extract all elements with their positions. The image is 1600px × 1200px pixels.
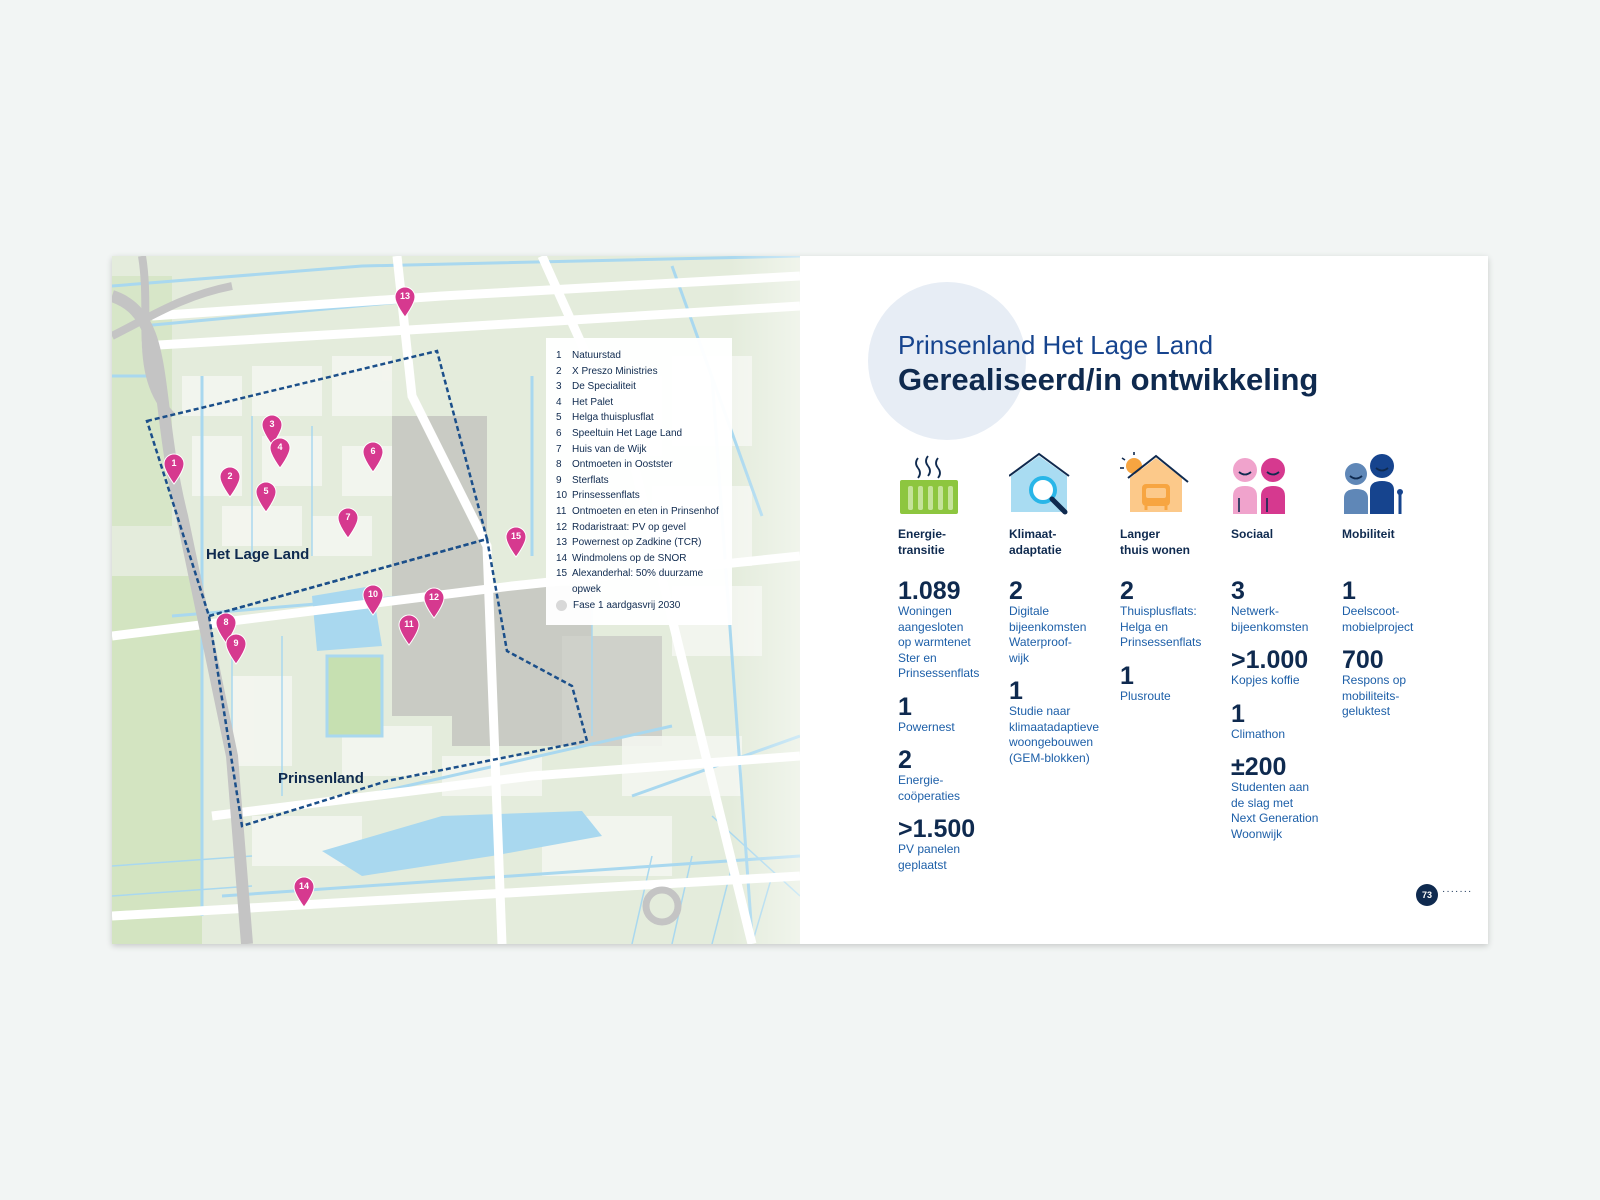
people-social-icon <box>1231 452 1337 518</box>
map-pin-label: 1 <box>171 458 177 468</box>
category-label <box>898 526 1004 578</box>
brochure-spread <box>112 256 1488 944</box>
stat-label: Studie naar klimaatadaptieve woongebouwen (GEM-blokken) <box>1009 704 1100 765</box>
map-pin-13[interactable] <box>394 286 416 318</box>
column-mobiliteit <box>1342 452 1448 732</box>
legend-label: Helga thuisplusflat <box>572 412 654 424</box>
legend-number: 3 <box>556 381 562 393</box>
legend-item <box>556 473 724 489</box>
legend-number: 11 <box>556 505 567 517</box>
stat-block <box>1120 578 1226 651</box>
category-label <box>1231 526 1337 578</box>
legend-label: Huis van de Wijk <box>572 443 647 455</box>
map-pin-label: 7 <box>345 512 351 522</box>
legend-number: 12 <box>556 521 568 533</box>
legend-label: Ontmoeten en eten in Prinsenhof <box>572 505 719 517</box>
map-pin-9[interactable] <box>225 633 247 665</box>
stat-label: PV panelen geplaatst <box>898 842 961 872</box>
category-line: transitie <box>898 543 945 557</box>
stat-block <box>898 747 1004 804</box>
map-pin-14[interactable] <box>293 876 315 908</box>
map-pin-label: 12 <box>428 592 439 602</box>
legend-item <box>556 364 724 380</box>
radiator-icon <box>898 452 1004 518</box>
column-sociaal <box>1231 452 1337 854</box>
stat-number: 1 <box>1342 577 1356 605</box>
map-pin-7[interactable] <box>337 507 359 539</box>
map-pin-10[interactable] <box>362 584 384 616</box>
legend-number: 13 <box>556 537 568 549</box>
stat-number: 1 <box>1009 677 1023 705</box>
map-legend <box>546 338 732 625</box>
map-pin-4[interactable] <box>269 437 291 469</box>
map-pin-label: 6 <box>370 446 376 456</box>
stat-label: Deelscoot- mobielproject <box>1342 604 1414 634</box>
legend-item <box>556 551 724 567</box>
category-line: thuis wonen <box>1120 543 1190 557</box>
map-pin-label: 10 <box>367 589 378 599</box>
category-label <box>1342 526 1448 578</box>
map-pin-6[interactable] <box>362 441 384 473</box>
stat-label: Netwerk- bijeenkomsten <box>1231 604 1309 634</box>
legend-number: 4 <box>556 396 562 408</box>
stat-block <box>1009 678 1115 766</box>
legend-number: 8 <box>556 459 562 471</box>
stat-label: Digitale bijeenkomsten Waterproof- wijk <box>1009 604 1087 665</box>
column-langer-thuis-wonen <box>1120 452 1226 716</box>
stat-number: 3 <box>1231 577 1245 605</box>
house-armchair-icon <box>1120 452 1226 518</box>
legend-label: X Preszo Ministries <box>572 365 658 377</box>
legend-item <box>556 488 724 504</box>
category-line: Mobiliteit <box>1342 527 1395 541</box>
stat-label: Thuisplusflats: Helga en Prinsessenflats <box>1120 604 1202 649</box>
legend-item <box>556 395 724 411</box>
legend-phase-label: Fase 1 aardgasvrij 2030 <box>573 599 681 611</box>
house-magnifier-icon <box>1009 452 1115 518</box>
area-label-prinsenland: Prinsenland <box>278 770 364 787</box>
map-pin-label: 15 <box>510 531 521 541</box>
stat-number: 700 <box>1342 646 1384 674</box>
fold-shadow <box>730 256 800 944</box>
map-pin-label: 13 <box>399 291 410 301</box>
map-pin-12[interactable] <box>423 587 445 619</box>
legend-phase-item <box>546 598 732 611</box>
info-page <box>800 256 1488 944</box>
stat-number: 2 <box>1120 577 1134 605</box>
stat-number: ±200 <box>1231 753 1287 781</box>
stat-number: >1.500 <box>898 815 976 843</box>
stat-number: 1 <box>1231 699 1245 728</box>
legend-number: 1 <box>556 350 562 361</box>
legend-number: 14 <box>556 552 568 564</box>
legend-number: 15 <box>556 568 568 580</box>
page-title: Gerealiseerd/in ontwikkeling <box>898 362 1319 397</box>
legend-label: Het Palet <box>572 396 614 408</box>
legend-number: 6 <box>556 427 562 439</box>
column-klimaatadaptatie <box>1009 452 1115 778</box>
stat-label: Energie- coöperaties <box>898 773 961 803</box>
category-line: adaptatie <box>1009 543 1062 557</box>
stat-block <box>898 578 1004 682</box>
stat-label: Climathon <box>1231 726 1286 741</box>
page-number: 73 <box>1416 884 1438 906</box>
legend-item <box>556 348 724 364</box>
category-line: Klimaat- <box>1009 527 1057 541</box>
map-pin-label: 4 <box>277 442 283 452</box>
stat-number: 1.089 <box>898 577 961 605</box>
legend-item <box>556 504 724 520</box>
category-label <box>1009 526 1115 578</box>
legend-label: Speeltuin Het Lage Land <box>572 427 683 439</box>
stat-block <box>898 816 1004 873</box>
legend-label: De Specialiteit <box>572 381 636 393</box>
stat-label: Kopjes koffie <box>1231 673 1300 687</box>
stat-label: Respons op mobiliteits- geluktest <box>1342 673 1407 718</box>
stat-label: Studenten aan de slag met Next Generation Woonwijk <box>1231 780 1319 841</box>
people-mobility-icon <box>1342 452 1448 518</box>
legend-label: Prinsessenflats <box>572 490 640 502</box>
legend-item <box>556 535 724 551</box>
legend-item <box>556 520 724 536</box>
stat-number: 2 <box>898 746 912 774</box>
category-line: Energie- <box>898 527 947 541</box>
map-page <box>112 256 800 944</box>
legend-item <box>556 410 724 426</box>
legend-number: 10 <box>556 490 568 502</box>
phase-swatch <box>556 600 567 611</box>
stat-block <box>1231 647 1337 689</box>
map-pin-label: 3 <box>269 419 275 429</box>
map-pin-label: 14 <box>298 881 309 891</box>
legend-label: Powernest op Zadkine (TCR) <box>572 537 702 549</box>
category-line: Langer <box>1120 527 1161 541</box>
column-energietransitie <box>898 452 1004 885</box>
map-pin-label: 8 <box>223 617 229 627</box>
stat-number: 1 <box>898 692 912 721</box>
stat-block <box>1231 578 1337 635</box>
stat-number: 1 <box>1120 661 1134 690</box>
legend-label: Rodaristraat: PV op gevel <box>572 521 686 533</box>
stat-number: >1.000 <box>1231 646 1309 674</box>
legend-item <box>556 566 724 597</box>
map-pin-label: 5 <box>263 486 269 496</box>
legend-label: Ontmoeten in Oostster <box>572 459 673 471</box>
legend-label: Sterflats <box>572 474 609 486</box>
area-label-lage-land: Het Lage Land <box>206 546 310 563</box>
page-number-dots: ······· <box>1442 886 1473 897</box>
map-pin-label: 11 <box>404 619 414 629</box>
legend-item <box>556 457 724 473</box>
map-pin-15[interactable] <box>505 526 527 558</box>
stat-block <box>1231 754 1337 842</box>
category-label <box>1120 526 1226 578</box>
page-subtitle: Prinsenland Het Lage Land <box>898 330 1214 360</box>
map-pin-11[interactable] <box>398 614 420 646</box>
stat-block <box>1342 578 1448 635</box>
stat-block <box>1120 663 1226 705</box>
legend-label: Natuurstad <box>572 350 621 361</box>
stat-block <box>1009 578 1115 666</box>
map-pin-5[interactable] <box>255 481 277 513</box>
stat-block <box>898 694 1004 736</box>
legend-number: 2 <box>556 365 562 377</box>
stat-block <box>1231 701 1337 743</box>
legend-label: Alexanderhal: 50% duurzame opwek <box>572 568 704 595</box>
decorative-circle <box>868 282 1026 440</box>
map-pin-2[interactable] <box>219 466 241 498</box>
legend-number: 7 <box>556 443 562 455</box>
legend-label: Windmolens op de SNOR <box>572 552 687 564</box>
map-pin-label: 2 <box>227 471 233 481</box>
stat-number: 2 <box>1009 577 1023 605</box>
stat-label: Powernest <box>898 719 955 734</box>
legend-number: 5 <box>556 412 562 424</box>
legend-number: 9 <box>556 474 562 486</box>
legend-item <box>556 426 724 442</box>
category-line: Sociaal <box>1231 527 1274 541</box>
stat-label: Woningen aangesloten op warmtenet Ster en Prinsessenflats <box>898 604 980 680</box>
legend-item <box>556 379 724 395</box>
stat-label: Plusroute <box>1120 688 1171 703</box>
stat-block <box>1342 647 1448 720</box>
map-pin-label: 9 <box>233 638 239 648</box>
map-pin-1[interactable] <box>163 453 185 485</box>
legend-item <box>556 442 724 458</box>
